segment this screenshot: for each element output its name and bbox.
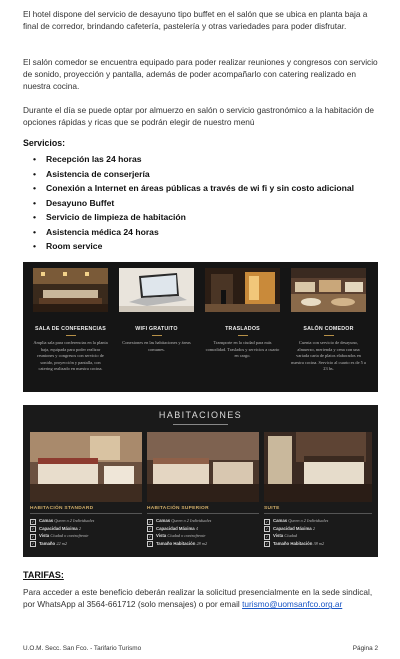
banner-title: WIFI GRATUITO xyxy=(135,326,178,332)
divider xyxy=(264,513,372,514)
room-attr-value: 2 xyxy=(312,525,316,531)
room-attr-value: Queen o 2 Individuales xyxy=(54,518,95,523)
room-attr-key: Tamaño xyxy=(39,540,56,546)
rooms-banner xyxy=(23,405,378,557)
room-attr-key: Capacidad Máxima xyxy=(39,525,78,531)
service-item: • Servicio de limpieza de habitación xyxy=(23,210,383,225)
divider xyxy=(30,513,142,514)
checkbox-icon: ✓ xyxy=(148,542,152,547)
services-list xyxy=(23,152,383,254)
checkbox-icon: ✓ xyxy=(31,519,35,524)
divider xyxy=(324,335,334,336)
banner-description: Amplia sala para conferencias en la planta baja, equipada para poder realizar reuniones y congresos con servicio de sonido, proyección y pantalla, con catering realizado en nuestra cocina. xyxy=(33,340,108,372)
checkbox-icon: ✓ xyxy=(265,527,269,532)
room-attr-value: 22 m2 xyxy=(56,540,67,546)
banner-description: Cuenta con servicio de desayuno, almuerzo, merienda y cena con una variada carta de platos elaborados en nuestra cocina. Servicio al cuarto es de 5 a 23 hs. xyxy=(291,340,366,372)
room-attr-value: Ciudad o contrafrente xyxy=(167,533,206,539)
banner-title: SALA DE CONFERENCIAS xyxy=(35,326,106,332)
room-attr-key: Camas xyxy=(156,518,171,523)
conference-room-photo xyxy=(33,268,108,312)
room-standard xyxy=(30,432,142,547)
checkbox-icon: ✓ xyxy=(31,534,35,539)
room-attr-value: Ciudad xyxy=(284,533,298,539)
room-attr-value: 2 xyxy=(78,525,82,531)
intro-paragraph-1: El hotel dispone del servicio de desayuno tipo buffet en el salón que se ubica en planta baja a final de corredor, brindando cafetería, pastelería y otras variedades para poder disfrutar. xyxy=(23,9,368,32)
intro-paragraph-3: Durante el día se puede optar por almuerzo en salón o servicio gastronómico a la habitación de opciones rápidas y ricas que se podrán elegir de nuestro menú xyxy=(23,105,374,128)
rooms-title: HABITACIONES xyxy=(158,410,243,420)
banner-col-wifi xyxy=(119,268,194,353)
room-label: HABITACIÓN SUPERIOR xyxy=(147,506,209,511)
room-attr-key: Tamaño Habitación xyxy=(156,540,196,546)
room-attr-key: Camas xyxy=(273,518,288,523)
room-attr-value: Queen o 2 Individuales xyxy=(171,518,212,523)
email-link[interactable]: turismo@uomsanfco.org.ar xyxy=(242,599,343,610)
room-label: HABITACIÓN STANDARD xyxy=(30,506,94,511)
checkbox-icon: ✓ xyxy=(148,534,152,539)
room-attr-key: Vista xyxy=(273,533,284,539)
tarifas-heading: TARIFAS: xyxy=(23,570,64,580)
room-attr-key: Tamaño Habitación xyxy=(273,540,313,546)
laptop-photo xyxy=(119,268,194,312)
superior-room-photo xyxy=(147,432,259,502)
standard-room-photo xyxy=(30,432,142,502)
checkbox-icon: ✓ xyxy=(148,519,152,524)
services-banner xyxy=(23,262,378,392)
intro-paragraph-2: El salón comedor se encuentra equipado para poder realizar reuniones y congresos con servicio de sonido, proyección y pantalla, además de poder acompañarlo con catering realizado en nuestra cocina. xyxy=(23,57,378,92)
checkbox-icon: ✓ xyxy=(265,534,269,539)
service-item: • Asistencia médica 24 horas xyxy=(23,225,383,240)
banner-description: Conexiones en las habitaciones y áreas comunes. xyxy=(122,340,191,352)
banner-title: SALÓN COMEDOR xyxy=(303,326,354,332)
footer-left: U.O.M. Secc. San Fco. - Tarifario Turismo xyxy=(23,645,142,652)
banner-title: TRASLADOS xyxy=(225,326,260,332)
lobby-photo xyxy=(205,268,280,312)
suite-room-photo xyxy=(264,432,372,502)
room-suite xyxy=(264,432,372,547)
room-attr-key: Capacidad Máxima xyxy=(273,525,312,531)
divider xyxy=(238,335,248,336)
divider xyxy=(152,335,162,336)
room-superior xyxy=(147,432,259,547)
banner-description: Transporte en la ciudad para más comodidad. Traslados y servicios a cuarto en cargo. xyxy=(205,340,280,359)
checkbox-icon: ✓ xyxy=(31,542,35,547)
banner-col-conferences xyxy=(33,268,108,373)
services-heading: Servicios: xyxy=(23,138,66,148)
tarifas-text: Para acceder a este beneficio deberán realizar la solicitud presencialmente en la sede sindical, por WhatsApp al 3564-661712 (solo mensajes) o por email xyxy=(23,587,373,610)
banner-col-transfers xyxy=(205,268,280,360)
checkbox-icon: ✓ xyxy=(31,527,35,532)
service-item: • Recepción las 24 horas xyxy=(23,152,383,167)
room-attr-key: Vista xyxy=(156,533,167,539)
divider xyxy=(66,335,76,336)
room-attr-key: Vista xyxy=(39,533,50,539)
room-attr-value: Ciudad o contrafrente xyxy=(50,533,89,539)
service-item: • Asistencia de conserjería xyxy=(23,167,383,182)
room-attr-value: 28 m2 xyxy=(196,540,208,546)
tarifas-paragraph xyxy=(23,586,378,610)
checkbox-icon: ✓ xyxy=(265,519,269,524)
room-attr-value: 38 m2 xyxy=(313,540,325,546)
room-attr-key: Capacidad Máxima xyxy=(156,525,195,531)
service-item: • Room service xyxy=(23,239,383,254)
room-attr-value: Queen o 2 Individuales xyxy=(288,518,329,523)
room-attr-key: Camas xyxy=(39,518,54,523)
room-attr-value: 4 xyxy=(195,525,199,531)
checkbox-icon: ✓ xyxy=(148,527,152,532)
checkbox-icon: ✓ xyxy=(265,542,269,547)
service-item: • Desayuno Buffet xyxy=(23,196,383,211)
service-item: • Conexión a Internet en áreas públicas a través de wi fi y sin costo adicional xyxy=(23,181,383,196)
room-label: SUITE xyxy=(264,506,280,511)
buffet-photo xyxy=(291,268,366,312)
divider xyxy=(147,513,259,514)
page-number: Página 2 xyxy=(352,645,378,652)
banner-col-dining xyxy=(291,268,366,373)
divider xyxy=(173,424,228,425)
